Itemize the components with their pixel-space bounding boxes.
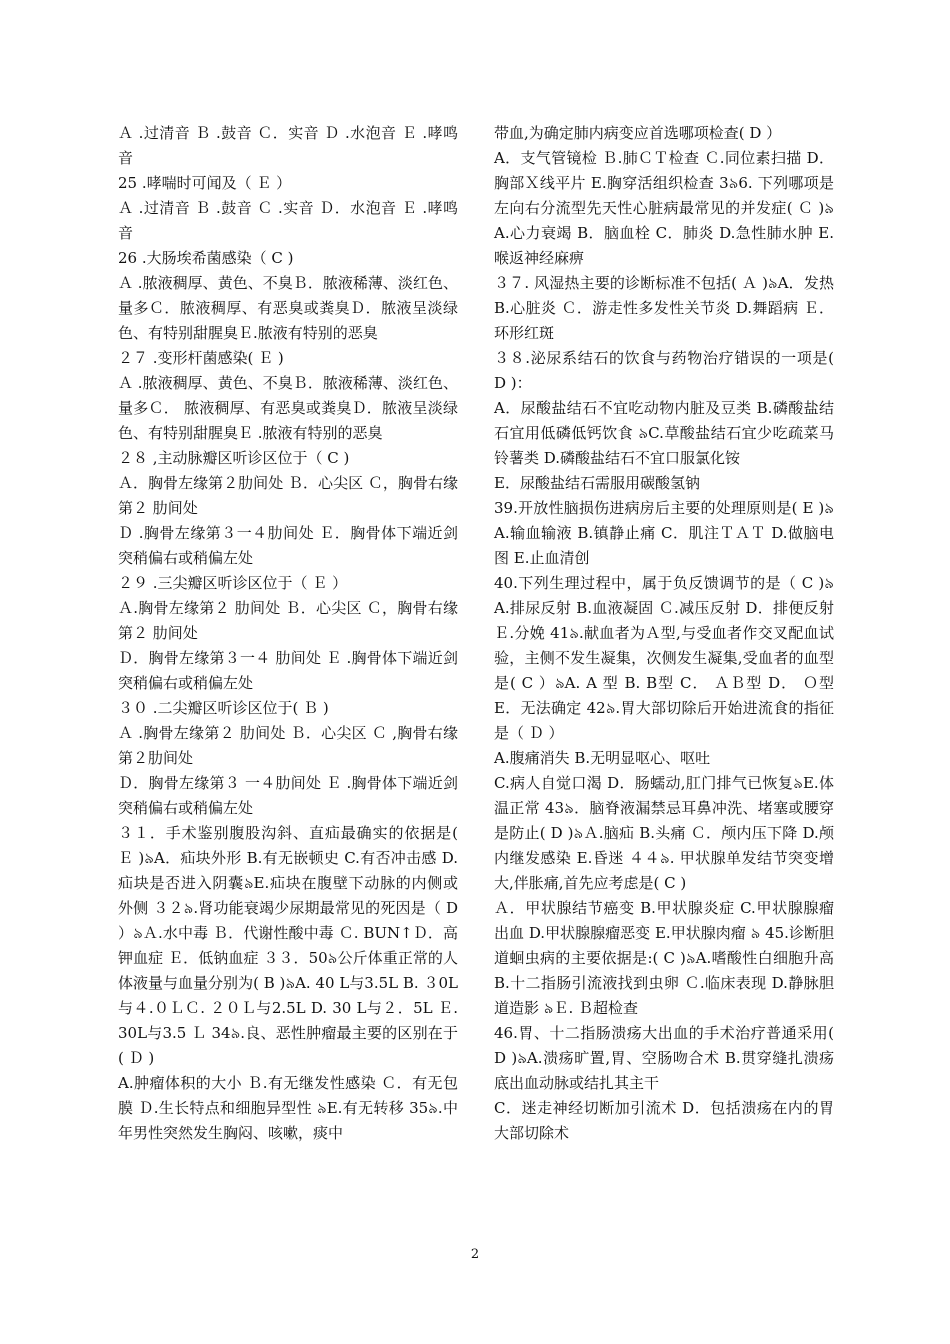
question-text: 46.胃、十二指肠溃疡大出血的手术治疗普通采用( D )৯A.溃疡旷置,胃、空肠吻合术 B.贯穿缝扎溃疡底出血动脉或结扎其主干 xyxy=(494,1024,834,1092)
question-text: E．尿酸盐结石需服用碳酸氢钠 xyxy=(494,474,700,492)
question-text: 带血,为确定肺内病变应首选哪项检查( D ） xyxy=(494,124,782,142)
question-text: Ａ．胸骨左缘第２肋间处 Ｂ．心尖区 Ｃ，胸骨右缘第２ 肋间处 xyxy=(118,474,458,517)
question-text: ３０ .二尖瓣区听诊区位于( Ｂ ) xyxy=(118,699,329,717)
page-number: 2 xyxy=(470,1247,480,1262)
question-text: Ａ．甲状腺结节癌变 B.甲状腺炎症 C.甲状腺腺瘤出血 D.甲状腺腺瘤恶变 E.甲状腺肉瘤 ৯ 45.诊断胆道蛔虫病的主要依据是:( C )৯A.嗜酸性白细胞升高 B.十二指肠引流液找到虫卵 Ｃ.临床表现 D.静脉胆道造影 ৯Ｅ. Ｂ超检查 xyxy=(494,899,834,1017)
question-text: A.肿瘤体积的大小 Ｂ.有无继发性感染 Ｃ．有无包膜 Ｄ.生长特点和细胞异型性 ৯E.有无转移 35৯.中年男性突然发生胸闷、咳嗽，痰中 xyxy=(118,1074,458,1142)
question-text: Ａ .过清音 Ｂ .鼓音 Ｃ .实音 Ｄ．水泡音 Ｅ .哮鸣音 xyxy=(118,199,458,242)
question-text: ２７ .变形杆菌感染( Ｅ ) xyxy=(118,349,284,367)
question-text: 40.下列生理过程中，属于负反馈调节的是（ C )৯A.排尿反射 B.血液凝固 Ｃ.减压反射 D．排便反射 Ｅ.分娩 41৯.献血者为Ａ型,与受血者作交叉配血试验，主侧不发生凝集，次侧发生凝集,受血者的血型是( C ）৯A. A 型 B. B型 C． ＡＢ型 D． Ｏ型 E．无法确定 42৯.胃大部切除后开始进流食的指征是（ Ｄ ） xyxy=(494,574,834,742)
question-text: A.腹痛消失 B.无明显呕心、呕吐 xyxy=(494,749,711,767)
question-text: 25 .哮喘时可闻及（ Ｅ ） xyxy=(118,174,292,192)
question-text: Ｄ．胸骨左缘第３一４ 肋间处 Ｅ .胸骨体下端近剑突稍偏右或稍偏左处 xyxy=(118,649,458,692)
question-text: Ａ .脓液稠厚、黄色、不臭Ｂ．脓液稀薄、淡红色、量多Ｃ．脓液稠厚、有恶臭或粪臭Ｄ．脓液呈淡绿色、有特别甜腥臭Ｅ.脓液有特别的恶臭 xyxy=(118,274,458,342)
question-text: 39.开放性脑损伤进病房后主要的处理原则是( E )৯A.输血输液 B.镇静止痛 C．肌注ＴＡＴ D.做脑电图 E.止血清创 xyxy=(494,499,834,567)
question-text: Ａ .脓液稠厚、黄色、不臭Ｂ．脓液稀薄、淡红色、量多Ｃ． 脓液稠厚、有恶臭或粪臭Ｄ．脓液呈淡绿色、有特别甜腥臭Ｅ .脓液有特别的恶臭 xyxy=(118,374,458,442)
question-text: 26 .大肠埃希菌感染（ C ) xyxy=(118,249,294,267)
question-text: ３１．手术鉴别腹股沟斜、直疝最确实的依据是( Ｅ )৯A．疝块外形 B.有无嵌顿史 C.有否冲击感 D.疝块是否进入阴囊৯E.疝块在腹壁下动脉的内侧或外侧 ３２৯.肾功能衰竭少尿期最常见的死因是（ D ）৯Ａ.水中毒 Ｂ．代谢性酸中毒 Ｃ. BUN↑Ｄ．高钾血症 Ｅ．低钠血症 ３３．50৯公斤体重正常的人体液量与血量分别为( B )৯A. 40 L与3.5L B. ３0L与４.０ＬＣ. ２０Ｌ与2.5L D. 30 L与２．5L Ｅ. 30L与3.5 Ｌ 34৯.良、恶性肿瘤最主要的区别在于( Ｄ ) xyxy=(118,824,458,1067)
question-text: A．尿酸盐结石不宜吃动物内脏及豆类 B.磷酸盐结石宜用低磷低钙饮食 ৯C.草酸盐结石宜少吃疏菜马铃薯类 D.磷酸盐结石不宜口服氯化铵 xyxy=(494,399,834,467)
question-text: Ａ.胸骨左缘第２ 肋间处 Ｂ．心尖区 Ｃ，胸骨右缘第２ 肋间处 xyxy=(118,599,458,642)
question-text: C．迷走神经切断加引流术 D．包括溃疡在内的胃大部切除术 xyxy=(494,1099,834,1142)
question-text: ３７. 风湿热主要的诊断标准不包括( Ａ )৯A．发热 B.心脏炎 Ｃ．游走性多发性关节炎 D.舞蹈病 Ｅ．环形红斑 xyxy=(494,274,834,342)
question-text: C.病人自觉口渴 D．肠蠕动,肛门排气已恢复৯E.体温正常 43৯．脑脊液漏禁忌耳鼻冲洗、堵塞或腰穿是防止( D )৯Ａ.脑疝 B.头痛 Ｃ．颅内压下降 D.颅内继发感染 E.昏迷 ４４৯. 甲状腺单发结节突变增大,伴胀痛,首先应考虑是( C ) xyxy=(494,774,834,892)
question-text: ２８ ,主动脉瓣区听诊区位于（ C ) xyxy=(118,449,350,467)
question-text: Ｄ．胸骨左缘第３ 一４肋间处 Ｅ .胸骨体下端近剑突稍偏右或稍偏左处 xyxy=(118,774,458,817)
question-text: ３８.泌尿系结石的饮食与药物治疗错误的一项是( D )： xyxy=(494,349,834,392)
question-text: Ａ .胸骨左缘第２ 肋间处 Ｂ．心尖区 Ｃ ,胸骨右缘第２肋间处 xyxy=(118,724,458,767)
question-text: A．支气管镜检 Ｂ.肺ＣＴ检查 Ｃ.同位素扫描 D．胸部Ｘ线平片 E.胸穿活组织检查 3৯6. 下列哪项是左向右分流型先天性心脏病最常见的并发症( Ｃ )৯A.心力衰竭 B．脑血栓 C．肺炎 D.急性肺水肿 E.喉返神经麻痹 xyxy=(494,149,834,267)
left-column xyxy=(118,121,458,1146)
question-text: Ｄ .胸骨左缘第３一４肋间处 Ｅ．胸骨体下端近剑突稍偏右或稍偏左处 xyxy=(118,524,458,567)
question-text: Ａ .过清音 Ｂ .鼓音 Ｃ．实音 Ｄ .水泡音 Ｅ .哮鸣音 xyxy=(118,124,458,167)
question-text: ２９ .三尖瓣区听诊区位于（ Ｅ ） xyxy=(118,574,348,592)
right-column xyxy=(494,121,834,1146)
